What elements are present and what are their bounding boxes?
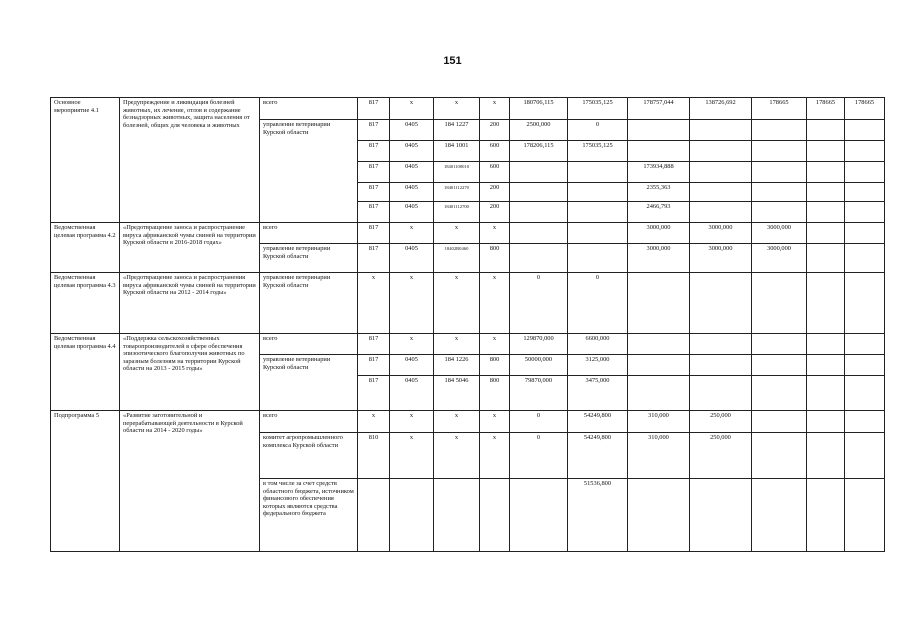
value-cell: 3000,000 (690, 223, 752, 244)
vr-cell: 200 (480, 183, 510, 202)
csr-cell: 184 1227 (434, 120, 480, 141)
value-cell: 51536,800 (568, 479, 628, 552)
value-cell (690, 334, 752, 355)
value-cell (807, 355, 845, 376)
value-cell: 175035,125 (568, 141, 628, 162)
rz-cell: 0405 (390, 162, 434, 183)
value-cell (690, 120, 752, 141)
value-cell (752, 334, 807, 355)
value-cell: 173934,888 (628, 162, 690, 183)
value-cell: 178665 (752, 98, 807, 120)
value-cell (568, 162, 628, 183)
grbs-cell: 817 (358, 141, 390, 162)
vr-cell (480, 479, 510, 552)
grbs-cell: x (358, 273, 390, 334)
vr-cell: 600 (480, 141, 510, 162)
rz-cell: x (390, 98, 434, 120)
value-cell: 54249,800 (568, 433, 628, 479)
value-cell (807, 202, 845, 223)
value-cell (510, 202, 568, 223)
value-cell: 2466,793 (628, 202, 690, 223)
grbs-cell: 810 (358, 433, 390, 479)
value-cell: 54249,800 (568, 411, 628, 433)
value-cell (690, 273, 752, 334)
rz-cell: 0405 (390, 120, 434, 141)
value-cell (628, 120, 690, 141)
vr-cell: 800 (480, 355, 510, 376)
value-cell: 3000,000 (628, 244, 690, 273)
value-cell (510, 183, 568, 202)
csr-cell: x (434, 334, 480, 355)
program-cell: Подпрограмма 5 (51, 411, 120, 552)
value-cell (568, 244, 628, 273)
executor-cell: всего (260, 223, 358, 244)
vr-cell: 200 (480, 120, 510, 141)
value-cell: 6600,000 (568, 334, 628, 355)
value-cell: 3000,000 (690, 244, 752, 273)
program-name-cell: «Предотвращение заноса и распространения вируса африканской чумы свиней на территории Курской области на 2012 - 2014 годы» (120, 273, 260, 334)
value-cell (807, 411, 845, 433)
executor-cell: комитет агропромышленного комплекса Курской области (260, 433, 358, 479)
value-cell (752, 202, 807, 223)
table-row (51, 98, 885, 120)
csr-cell: 18401112270 (434, 183, 480, 202)
value-cell: 3125,000 (568, 355, 628, 376)
value-cell (510, 223, 568, 244)
value-cell (690, 183, 752, 202)
rz-cell: 0405 (390, 141, 434, 162)
value-cell (845, 411, 885, 433)
executor-cell: всего (260, 334, 358, 355)
value-cell (690, 479, 752, 552)
executor-cell: в том числе за счет средств областного бюджета, источником финансового обеспечения которых являются средства федерального бюджета (260, 479, 358, 552)
value-cell: 178757,044 (628, 98, 690, 120)
csr-cell: x (434, 223, 480, 244)
vr-cell: 600 (480, 162, 510, 183)
value-cell (568, 223, 628, 244)
grbs-cell (358, 479, 390, 552)
value-cell (845, 183, 885, 202)
value-cell (807, 141, 845, 162)
executor-cell: управление ветеринарии Курской области (260, 244, 358, 273)
value-cell: 3000,000 (628, 223, 690, 244)
value-cell: 129870,000 (510, 334, 568, 355)
grbs-cell: 817 (358, 355, 390, 376)
value-cell (752, 411, 807, 433)
value-cell (752, 355, 807, 376)
executor-cell: всего (260, 98, 358, 120)
csr-cell: x (434, 98, 480, 120)
budget-table (50, 97, 885, 552)
value-cell (628, 141, 690, 162)
rz-cell: x (390, 411, 434, 433)
value-cell: 250,000 (690, 411, 752, 433)
value-cell: 310,000 (628, 411, 690, 433)
value-cell: 250,000 (690, 433, 752, 479)
value-cell (752, 273, 807, 334)
value-cell (807, 376, 845, 411)
program-name-cell: «Предотвращение заноса и распространение вируса африканской чумы свиней на территории Курской области в 2016-2018 годах» (120, 223, 260, 273)
value-cell (628, 334, 690, 355)
value-cell (845, 244, 885, 273)
rz-cell (390, 479, 434, 552)
program-cell: Ведомственная целевая программа 4.4 (51, 334, 120, 411)
grbs-cell: 817 (358, 183, 390, 202)
csr-cell (434, 479, 480, 552)
rz-cell: x (390, 223, 434, 244)
value-cell (845, 120, 885, 141)
grbs-cell: 817 (358, 376, 390, 411)
value-cell (807, 273, 845, 334)
page-number: 151 (443, 55, 462, 67)
value-cell (845, 376, 885, 411)
value-cell (628, 273, 690, 334)
value-cell (628, 479, 690, 552)
vr-cell: 800 (480, 376, 510, 411)
grbs-cell: 817 (358, 120, 390, 141)
value-cell (845, 162, 885, 183)
value-cell (510, 244, 568, 273)
vr-cell: x (480, 273, 510, 334)
value-cell: 2500,000 (510, 120, 568, 141)
value-cell: 2355,363 (628, 183, 690, 202)
vr-cell: x (480, 334, 510, 355)
rz-cell: 0405 (390, 244, 434, 273)
value-cell (628, 355, 690, 376)
value-cell: 0 (510, 273, 568, 334)
value-cell (807, 120, 845, 141)
value-cell: 3000,000 (752, 244, 807, 273)
grbs-cell: 817 (358, 98, 390, 120)
value-cell (510, 162, 568, 183)
value-cell (752, 479, 807, 552)
program-cell: Ведомственная целевая программа 4.2 (51, 223, 120, 273)
value-cell (568, 202, 628, 223)
value-cell (807, 162, 845, 183)
value-cell (845, 202, 885, 223)
value-cell: 178665 (845, 98, 885, 120)
value-cell (752, 141, 807, 162)
program-name-cell: Предупреждение и ликвидация болезней животных, их лечение, отлов и содержание безнадзорных животных, защита населения от болезней, общих для человека и животных (120, 98, 260, 223)
vr-cell: 800 (480, 244, 510, 273)
vr-cell: x (480, 411, 510, 433)
value-cell: 0 (568, 273, 628, 334)
value-cell (752, 376, 807, 411)
program-cell: Ведомственная целевая программа 4.3 (51, 273, 120, 334)
executor-cell: всего (260, 411, 358, 433)
value-cell (807, 433, 845, 479)
value-cell (807, 223, 845, 244)
value-cell: 138726,692 (690, 98, 752, 120)
csr-cell: x (434, 273, 480, 334)
rz-cell: 0405 (390, 376, 434, 411)
value-cell: 180706,115 (510, 98, 568, 120)
program-name-cell: «Развитие заготовительной и перерабатывающей деятельности в Курской области на 2014 - 2020 годы» (120, 411, 260, 552)
value-cell: 310,000 (628, 433, 690, 479)
executor-cell: управление ветеринарии Курской области (260, 273, 358, 334)
value-cell: 178206,115 (510, 141, 568, 162)
value-cell (845, 479, 885, 552)
value-cell (807, 244, 845, 273)
value-cell (628, 376, 690, 411)
value-cell (807, 479, 845, 552)
vr-cell: 200 (480, 202, 510, 223)
value-cell: 3475,000 (568, 376, 628, 411)
value-cell: 178665 (807, 98, 845, 120)
rz-cell: x (390, 273, 434, 334)
csr-cell: 184 1226 (434, 355, 480, 376)
executor-cell: управление ветеринарии Курской области (260, 120, 358, 223)
value-cell (807, 334, 845, 355)
value-cell: 50000,000 (510, 355, 568, 376)
rz-cell: 0405 (390, 202, 434, 223)
grbs-cell: x (358, 411, 390, 433)
grbs-cell: 817 (358, 162, 390, 183)
value-cell (845, 141, 885, 162)
value-cell: 79870,000 (510, 376, 568, 411)
table-row (51, 334, 885, 355)
value-cell (845, 273, 885, 334)
executor-cell: управление ветеринарии Курской области (260, 355, 358, 411)
csr-cell: x (434, 433, 480, 479)
rz-cell: 0405 (390, 183, 434, 202)
value-cell: 0 (510, 411, 568, 433)
grbs-cell: 817 (358, 244, 390, 273)
value-cell (568, 183, 628, 202)
value-cell (752, 162, 807, 183)
value-cell (690, 376, 752, 411)
value-cell: 175035,125 (568, 98, 628, 120)
grbs-cell: 817 (358, 223, 390, 244)
value-cell (752, 433, 807, 479)
value-cell (845, 433, 885, 479)
csr-cell: 18401112700 (434, 202, 480, 223)
value-cell: 3000,000 (752, 223, 807, 244)
table-row (51, 273, 885, 334)
value-cell (690, 355, 752, 376)
value-cell: 0 (568, 120, 628, 141)
grbs-cell: 817 (358, 334, 390, 355)
value-cell (510, 479, 568, 552)
table-row (51, 411, 885, 433)
csr-cell: 18401100010 (434, 162, 480, 183)
csr-cell: x (434, 411, 480, 433)
program-cell: Основное мероприятие 4.1 (51, 98, 120, 223)
value-cell: 0 (510, 433, 568, 479)
value-cell (752, 183, 807, 202)
program-name-cell: «Поддержка сельскохозяйственных товаропроизводителей в сфере обеспечения эпизоотического благополучия животных по заразным болезням на территории Курской области на 2013 - 2015 годы» (120, 334, 260, 411)
csr-cell: 18402R0460 (434, 244, 480, 273)
value-cell (690, 141, 752, 162)
vr-cell: x (480, 433, 510, 479)
csr-cell: 184 1001 (434, 141, 480, 162)
value-cell (845, 223, 885, 244)
vr-cell: x (480, 223, 510, 244)
csr-cell: 184 5046 (434, 376, 480, 411)
value-cell (690, 162, 752, 183)
grbs-cell: 817 (358, 202, 390, 223)
table-row (51, 223, 885, 244)
rz-cell: 0405 (390, 355, 434, 376)
rz-cell: x (390, 334, 434, 355)
rz-cell: x (390, 433, 434, 479)
vr-cell: x (480, 98, 510, 120)
value-cell (752, 120, 807, 141)
value-cell (690, 202, 752, 223)
value-cell (845, 355, 885, 376)
value-cell (807, 183, 845, 202)
value-cell (845, 334, 885, 355)
